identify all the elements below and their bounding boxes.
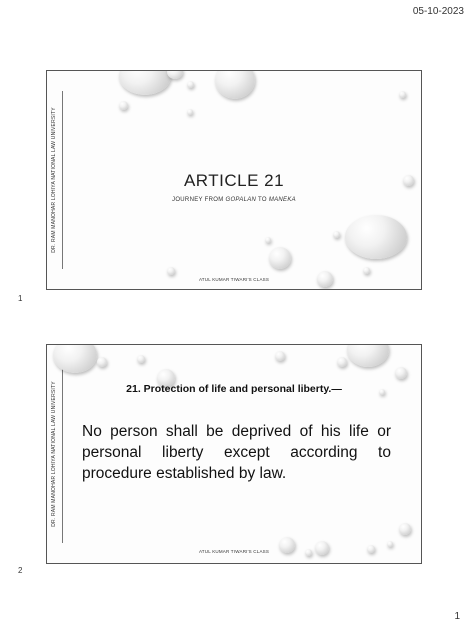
water-drop-decoration <box>363 267 370 274</box>
slide-number: 1 <box>18 294 23 303</box>
water-drop-decoration <box>345 215 407 259</box>
water-drop-decoration <box>275 351 285 361</box>
water-drop-decoration <box>333 231 340 238</box>
slide-footer: ATUL KUMAR TIWARI'S CLASS <box>198 277 270 282</box>
water-drop-decoration <box>97 357 107 367</box>
section-body-text: No person shall be deprived of his life or personal liberty except according to procedure established by law. <box>82 423 391 482</box>
section-heading: 21. Protection of life and personal liberty.— <box>126 383 342 395</box>
water-drop-decoration <box>187 81 194 88</box>
water-drop-decoration <box>395 367 407 379</box>
slide-title: ARTICLE 21 <box>183 171 285 190</box>
water-drop-decoration <box>399 91 406 98</box>
water-drop-decoration <box>269 247 291 269</box>
water-drop-decoration <box>215 70 255 99</box>
page-number: 1 <box>454 611 460 622</box>
water-drop-decoration <box>187 109 193 115</box>
slide-subtitle: JOURNEY FROM GOPALAN TO MANEKA <box>172 197 296 203</box>
water-drop-decoration <box>337 357 347 367</box>
water-drop-decoration <box>347 344 389 367</box>
water-drop-decoration <box>137 355 145 363</box>
page-date: 05-10-2023 <box>412 6 464 17</box>
water-drop-decoration <box>387 541 393 547</box>
water-drop-decoration <box>119 101 128 110</box>
slide-1 <box>46 70 422 290</box>
slide-2 <box>46 344 422 564</box>
slide-number: 2 <box>18 566 23 575</box>
slide-1-side-label: DR. RAM MANOHAR LOHIYA NATIONAL LAW UNIVERSITY <box>51 107 58 253</box>
water-drop-decoration <box>265 237 271 243</box>
water-drop-decoration <box>167 267 175 275</box>
slide-2-side-label: DR. RAM MANOHAR LOHIYA NATIONAL LAW UNIVERSITY <box>51 381 58 527</box>
water-drop-decoration <box>399 523 411 535</box>
water-drop-decoration <box>167 70 183 79</box>
water-drop-decoration <box>119 70 171 95</box>
slide-footer: ATUL KUMAR TIWARI'S CLASS <box>198 549 270 554</box>
